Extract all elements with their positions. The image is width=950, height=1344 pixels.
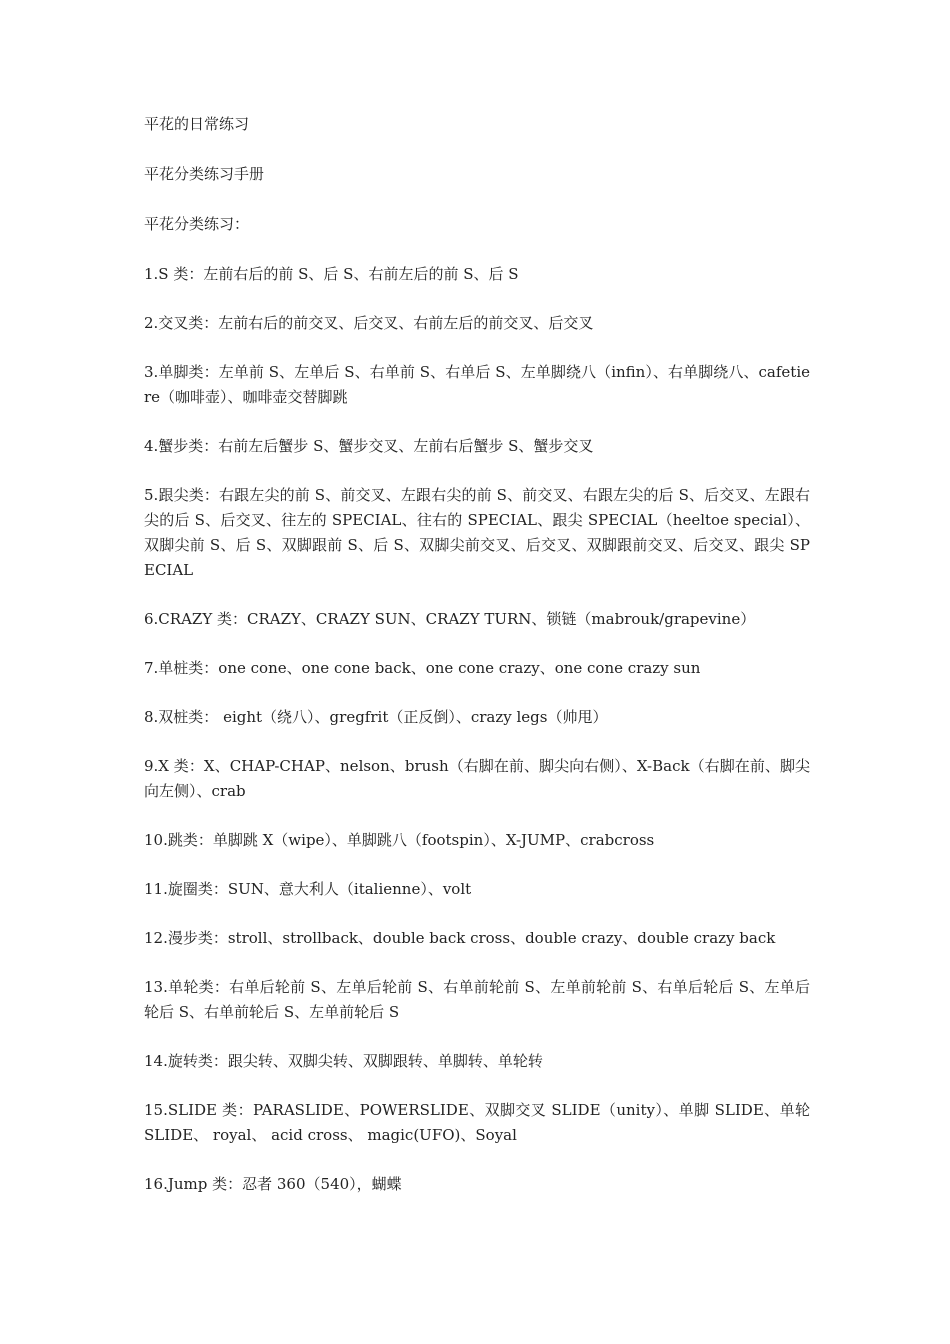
list-item: 6.CRAZY 类：CRAZY、CRAZY SUN、CRAZY TURN、锁链（mabrouk/grapevine） bbox=[144, 610, 756, 628]
list-item: 7.单桩类：one cone、one cone back、one cone crazy、one cone crazy sun bbox=[144, 659, 701, 677]
list-item: 5.跟尖类：右跟左尖的前 S、前交叉、左跟右尖的前 S、前交叉、右跟左尖的后 S、后交叉、左跟右尖的后 S、后交叉、往左的 SPECIAL、往右的 SPECIAL、跟尖 SPECIAL（heeltoe special）、双脚尖前 S、后 S、双脚跟前 S、后 S、双脚尖前交叉、后交叉、双脚跟前交叉、后交叉、跟尖 SPECIAL bbox=[144, 486, 810, 579]
document-subtitle: 平花分类练习手册 bbox=[144, 165, 265, 183]
list-item: 4.蟹步类：右前左后蟹步 S、蟹步交叉、左前右后蟹步 S、蟹步交叉 bbox=[144, 437, 594, 455]
list-item: 8.双桩类： eight（绕八）、gregfrit（正反倒）、crazy legs（帅甩） bbox=[144, 708, 608, 726]
list-item: 14.旋转类：跟尖转、双脚尖转、双脚跟转、单脚转、单轮转 bbox=[144, 1052, 543, 1070]
list-item: 1.S 类：左前右后的前 S、后 S、右前左后的前 S、后 S bbox=[144, 265, 519, 283]
list-item: 11.旋圈类：SUN、意大利人（italienne）、volt bbox=[144, 880, 472, 898]
list-item: 12.漫步类：stroll、strollback、double back cross、double crazy、double crazy back bbox=[144, 929, 776, 947]
list-item: 10.跳类：单脚跳 X（wipe）、单脚跳八（footspin）、X-JUMP、crabcross bbox=[144, 831, 655, 849]
document-page bbox=[144, 112, 810, 1221]
list-item: 16.Jump 类：忍者 360（540），蝴蝶 bbox=[144, 1175, 402, 1193]
list-item: 9.X 类：X、CHAP-CHAP、nelson、brush（右脚在前、脚尖向右侧）、X-Back（右脚在前、脚尖向左侧）、crab bbox=[144, 757, 810, 800]
section-intro: 平花分类练习： bbox=[144, 215, 250, 233]
document-title: 平花的日常练习 bbox=[144, 115, 250, 133]
list-item: 15.SLIDE 类：PARASLIDE、POWERSLIDE、双脚交叉 SLIDE（unity）、单脚 SLIDE、单轮 SLIDE、 royal、 acid cross、 magic(UFO)、Soyal bbox=[144, 1101, 810, 1144]
list-item: 2.交叉类：左前右后的前交叉、后交叉、右前左后的前交叉、后交叉 bbox=[144, 314, 594, 332]
list-item: 13.单轮类：右单后轮前 S、左单后轮前 S、右单前轮前 S、左单前轮前 S、右单后轮后 S、左单后轮后 S、右单前轮后 S、左单前轮后 S bbox=[144, 978, 810, 1021]
list-item: 3.单脚类：左单前 S、左单后 S、右单前 S、右单后 S、左单脚绕八（infin）、右单脚绕八、cafetiere（咖啡壶）、咖啡壶交替脚跳 bbox=[144, 363, 810, 406]
